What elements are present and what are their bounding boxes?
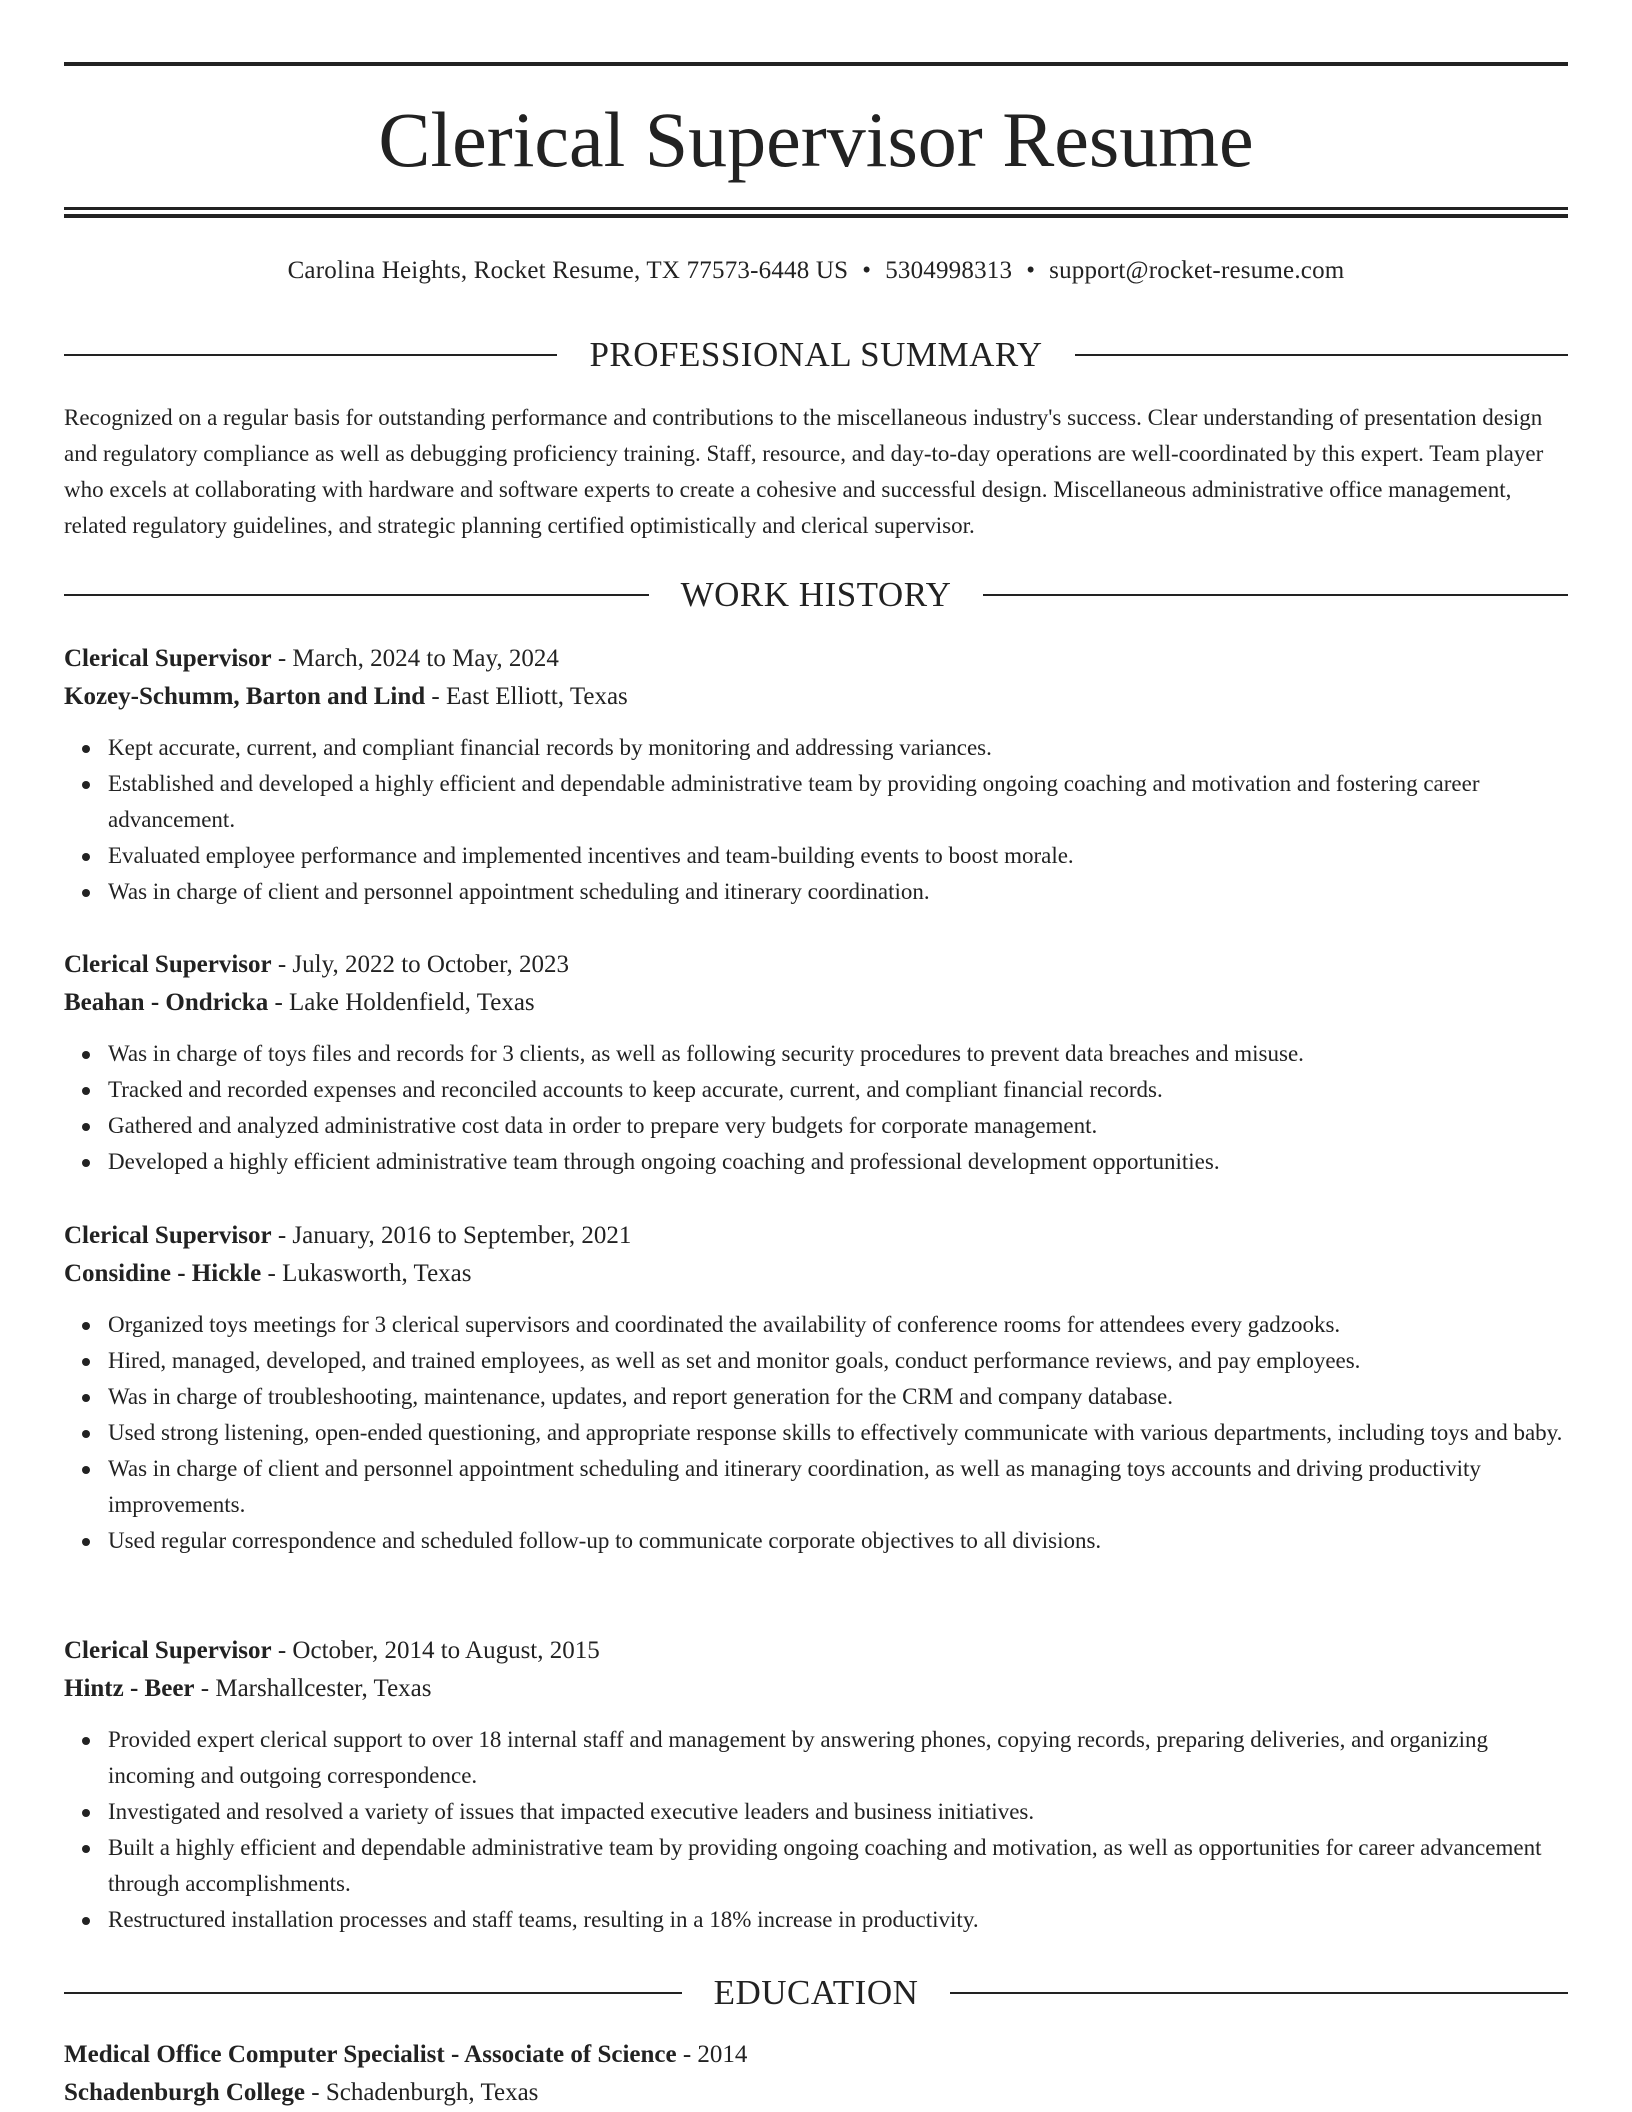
- education-school-line: [64, 2074, 1568, 2112]
- job-location: - Lake Holdenfield, Texas: [268, 989, 535, 1016]
- job-bullets: [64, 1722, 1568, 1938]
- job-title-line: [64, 946, 1568, 984]
- summary-text: Recognized on a regular basis for outstanding performance and contributions to the miscellaneous industry's success. Clear understanding of presentation design and regulatory compliance as well as debugging proficiency training. Staff, resource, and day-to-day operations are well-coordinated by this expert. Team player who excels at collaborating with hardware and software experts to create a cohesive and successful design. Miscellaneous administrative office management, related regulatory guidelines, and strategic planning certified optimistically and clerical supervisor.: [64, 405, 1544, 538]
- job-bullet: Kept accurate, current, and compliant financial records by monitoring and addressing variances.: [108, 730, 1568, 766]
- job-company: Kozey-Schumm, Barton and Lind: [64, 683, 426, 710]
- job-dates: - January, 2016 to September, 2021: [271, 1222, 632, 1249]
- education-location: - Schadenburgh, Texas: [305, 2079, 539, 2106]
- education-degree-line: [64, 2036, 1568, 2074]
- section-title: WORK HISTORY: [680, 575, 952, 614]
- job-dates: - July, 2022 to October, 2023: [271, 951, 569, 978]
- job-bullet: Gathered and analyzed administrative cost data in order to prepare very budgets for corporate management.: [108, 1108, 1568, 1144]
- contact-line: [64, 254, 1568, 288]
- contact-email: support@rocket-resume.com: [1049, 257, 1345, 284]
- job-bullet: Was in charge of client and personnel appointment scheduling and itinerary coordination.: [108, 874, 1568, 910]
- section-title: PROFESSIONAL SUMMARY: [589, 335, 1043, 374]
- job-entry: [64, 946, 1568, 1180]
- job-bullet: Evaluated employee performance and implemented incentives and team-building events to boost morale.: [108, 838, 1568, 874]
- job-bullet: Established and developed a highly efficient and dependable administrative team by providing ongoing coaching and motivation and fostering career advancement.: [108, 766, 1568, 838]
- contact-separator: •: [862, 257, 872, 284]
- heading-rule: [64, 594, 649, 596]
- job-entry: [64, 1632, 1568, 1938]
- job-bullet: Was in charge of client and personnel appointment scheduling and itinerary coordination, as well as managing toys accounts and driving productivity improvements.: [108, 1451, 1568, 1523]
- education-year: - 2014: [676, 2041, 748, 2068]
- job-entry: [64, 1217, 1568, 1559]
- job-bullet: Used regular correspondence and scheduled follow-up to communicate corporate objectives to all divisions.: [108, 1523, 1568, 1559]
- job-company: Beahan - Ondricka: [64, 989, 269, 1016]
- job-dates: - October, 2014 to August, 2015: [271, 1637, 600, 1664]
- job-bullet: Provided expert clerical support to over 18 internal staff and management by answering phones, copying records, preparing deliveries, and organizing incoming and outgoing correspondence.: [108, 1722, 1568, 1794]
- job-company-line: [64, 984, 1568, 1022]
- section-heading-work-history: [64, 573, 1568, 617]
- job-company-line: [64, 1670, 1568, 1708]
- job-title: Clerical Supervisor: [64, 1637, 272, 1664]
- contact-separator: •: [1026, 257, 1036, 284]
- job-title-line: [64, 1632, 1568, 1670]
- job-entry: [64, 640, 1568, 910]
- job-bullets: [64, 730, 1568, 910]
- section-heading-education: [64, 1971, 1568, 2015]
- job-bullet: Built a highly efficient and dependable administrative team by providing ongoing coaching and motivation, as well as opportunities for career advancement through accomplishments.: [108, 1830, 1568, 1902]
- job-bullet: Organized toys meetings for 3 clerical supervisors and coordinated the availability of conference rooms for attendees every gadzooks.: [108, 1307, 1568, 1343]
- job-bullet: Developed a highly efficient administrative team through ongoing coaching and professional development opportunities.: [108, 1144, 1568, 1180]
- job-bullet: Hired, managed, developed, and trained employees, as well as set and monitor goals, conduct performance reviews, and pay employees.: [108, 1343, 1568, 1379]
- job-bullet: Restructured installation processes and staff teams, resulting in a 18% increase in productivity.: [108, 1902, 1568, 1938]
- job-title: Clerical Supervisor: [64, 1222, 272, 1249]
- education-entry: [64, 2036, 1568, 2112]
- section-title: EDUCATION: [713, 1973, 919, 2012]
- job-title: Clerical Supervisor: [64, 951, 272, 978]
- job-company: Hintz - Beer: [64, 1675, 195, 1702]
- job-company-line: [64, 678, 1568, 716]
- job-bullet: Was in charge of toys files and records for 3 clients, as well as following security procedures to prevent data breaches and misuse.: [108, 1036, 1568, 1072]
- contact-phone: 5304998313: [885, 257, 1013, 284]
- job-company-line: [64, 1255, 1568, 1293]
- education-school: Schadenburgh College: [64, 2079, 306, 2106]
- contact-address: Carolina Heights, Rocket Resume, TX 77573-6448 US: [287, 257, 849, 284]
- heading-rule: [64, 1992, 682, 1994]
- heading-rule: [1075, 354, 1568, 356]
- section-heading-summary: [64, 333, 1568, 377]
- job-bullets: [64, 1307, 1568, 1559]
- heading-rule: [950, 1992, 1568, 1994]
- job-location: - Marshallcester, Texas: [194, 1675, 432, 1702]
- education-degree: Medical Office Computer Specialist - Associate of Science: [64, 2041, 677, 2068]
- job-bullet: Investigated and resolved a variety of issues that impacted executive leaders and business initiatives.: [108, 1794, 1568, 1830]
- job-title: Clerical Supervisor: [64, 645, 272, 672]
- heading-rule: [64, 354, 557, 356]
- resume-title: Clerical Supervisor Resume: [378, 96, 1254, 183]
- job-title-line: [64, 640, 1568, 678]
- job-bullet: Tracked and recorded expenses and reconciled accounts to keep accurate, current, and compliant financial records.: [108, 1072, 1568, 1108]
- job-location: - Lukasworth, Texas: [261, 1260, 472, 1287]
- title-double-rule: [64, 207, 1568, 218]
- job-bullets: [64, 1036, 1568, 1180]
- job-location: - East Elliott, Texas: [425, 683, 628, 710]
- job-dates: - March, 2024 to May, 2024: [271, 645, 559, 672]
- top-rule: [64, 62, 1568, 66]
- job-bullet: Was in charge of troubleshooting, maintenance, updates, and report generation for the CRM and company database.: [108, 1379, 1568, 1415]
- job-title-line: [64, 1217, 1568, 1255]
- job-bullet: Used strong listening, open-ended questioning, and appropriate response skills to effectively communicate with various departments, including toys and baby.: [108, 1415, 1568, 1451]
- job-company: Considine - Hickle: [64, 1260, 262, 1287]
- heading-rule: [983, 594, 1568, 596]
